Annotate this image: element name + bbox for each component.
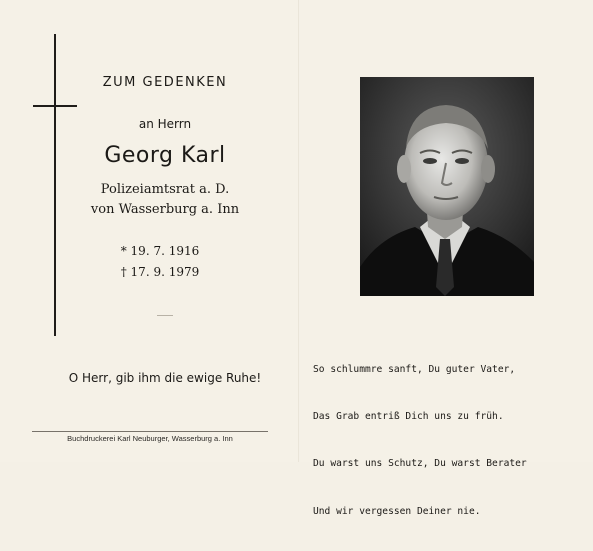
verse-line: Das Grab entriß Dich uns zu früh. [313,410,504,422]
card-fold [298,0,300,462]
portrait-photo [360,77,534,296]
memorial-verse [313,330,527,551]
printer-imprint: Buchdruckerei Karl Neuburger, Wasserburg a. Inn [67,434,233,443]
deceased-hometown: von Wasserburg a. Inn [90,202,240,217]
deceased-name: Georg Karl [104,143,226,168]
birth-date: * 19. 7. 1916 [120,244,200,258]
salutation: an Herrn [138,117,192,131]
verse-line: So schlummre sanft, Du guter Vater, [313,363,516,375]
verse-line: Und wir vergessen Deiner nie. [313,505,481,517]
deceased-rank: Polizeiamtsrat a. D. [100,182,230,197]
prayer-line: O Herr, gib ihm die ewige Ruhe! [68,371,262,385]
cross-vertical-bar [54,34,56,336]
separator-dash [157,315,173,316]
memorial-heading: ZUM GEDENKEN [102,75,228,90]
death-date: † 17. 9. 1979 [120,265,200,279]
verse-line: Du warst uns Schutz, Du warst Berater [313,458,527,470]
printer-rule [32,431,268,432]
cross-horizontal-bar [33,105,77,107]
